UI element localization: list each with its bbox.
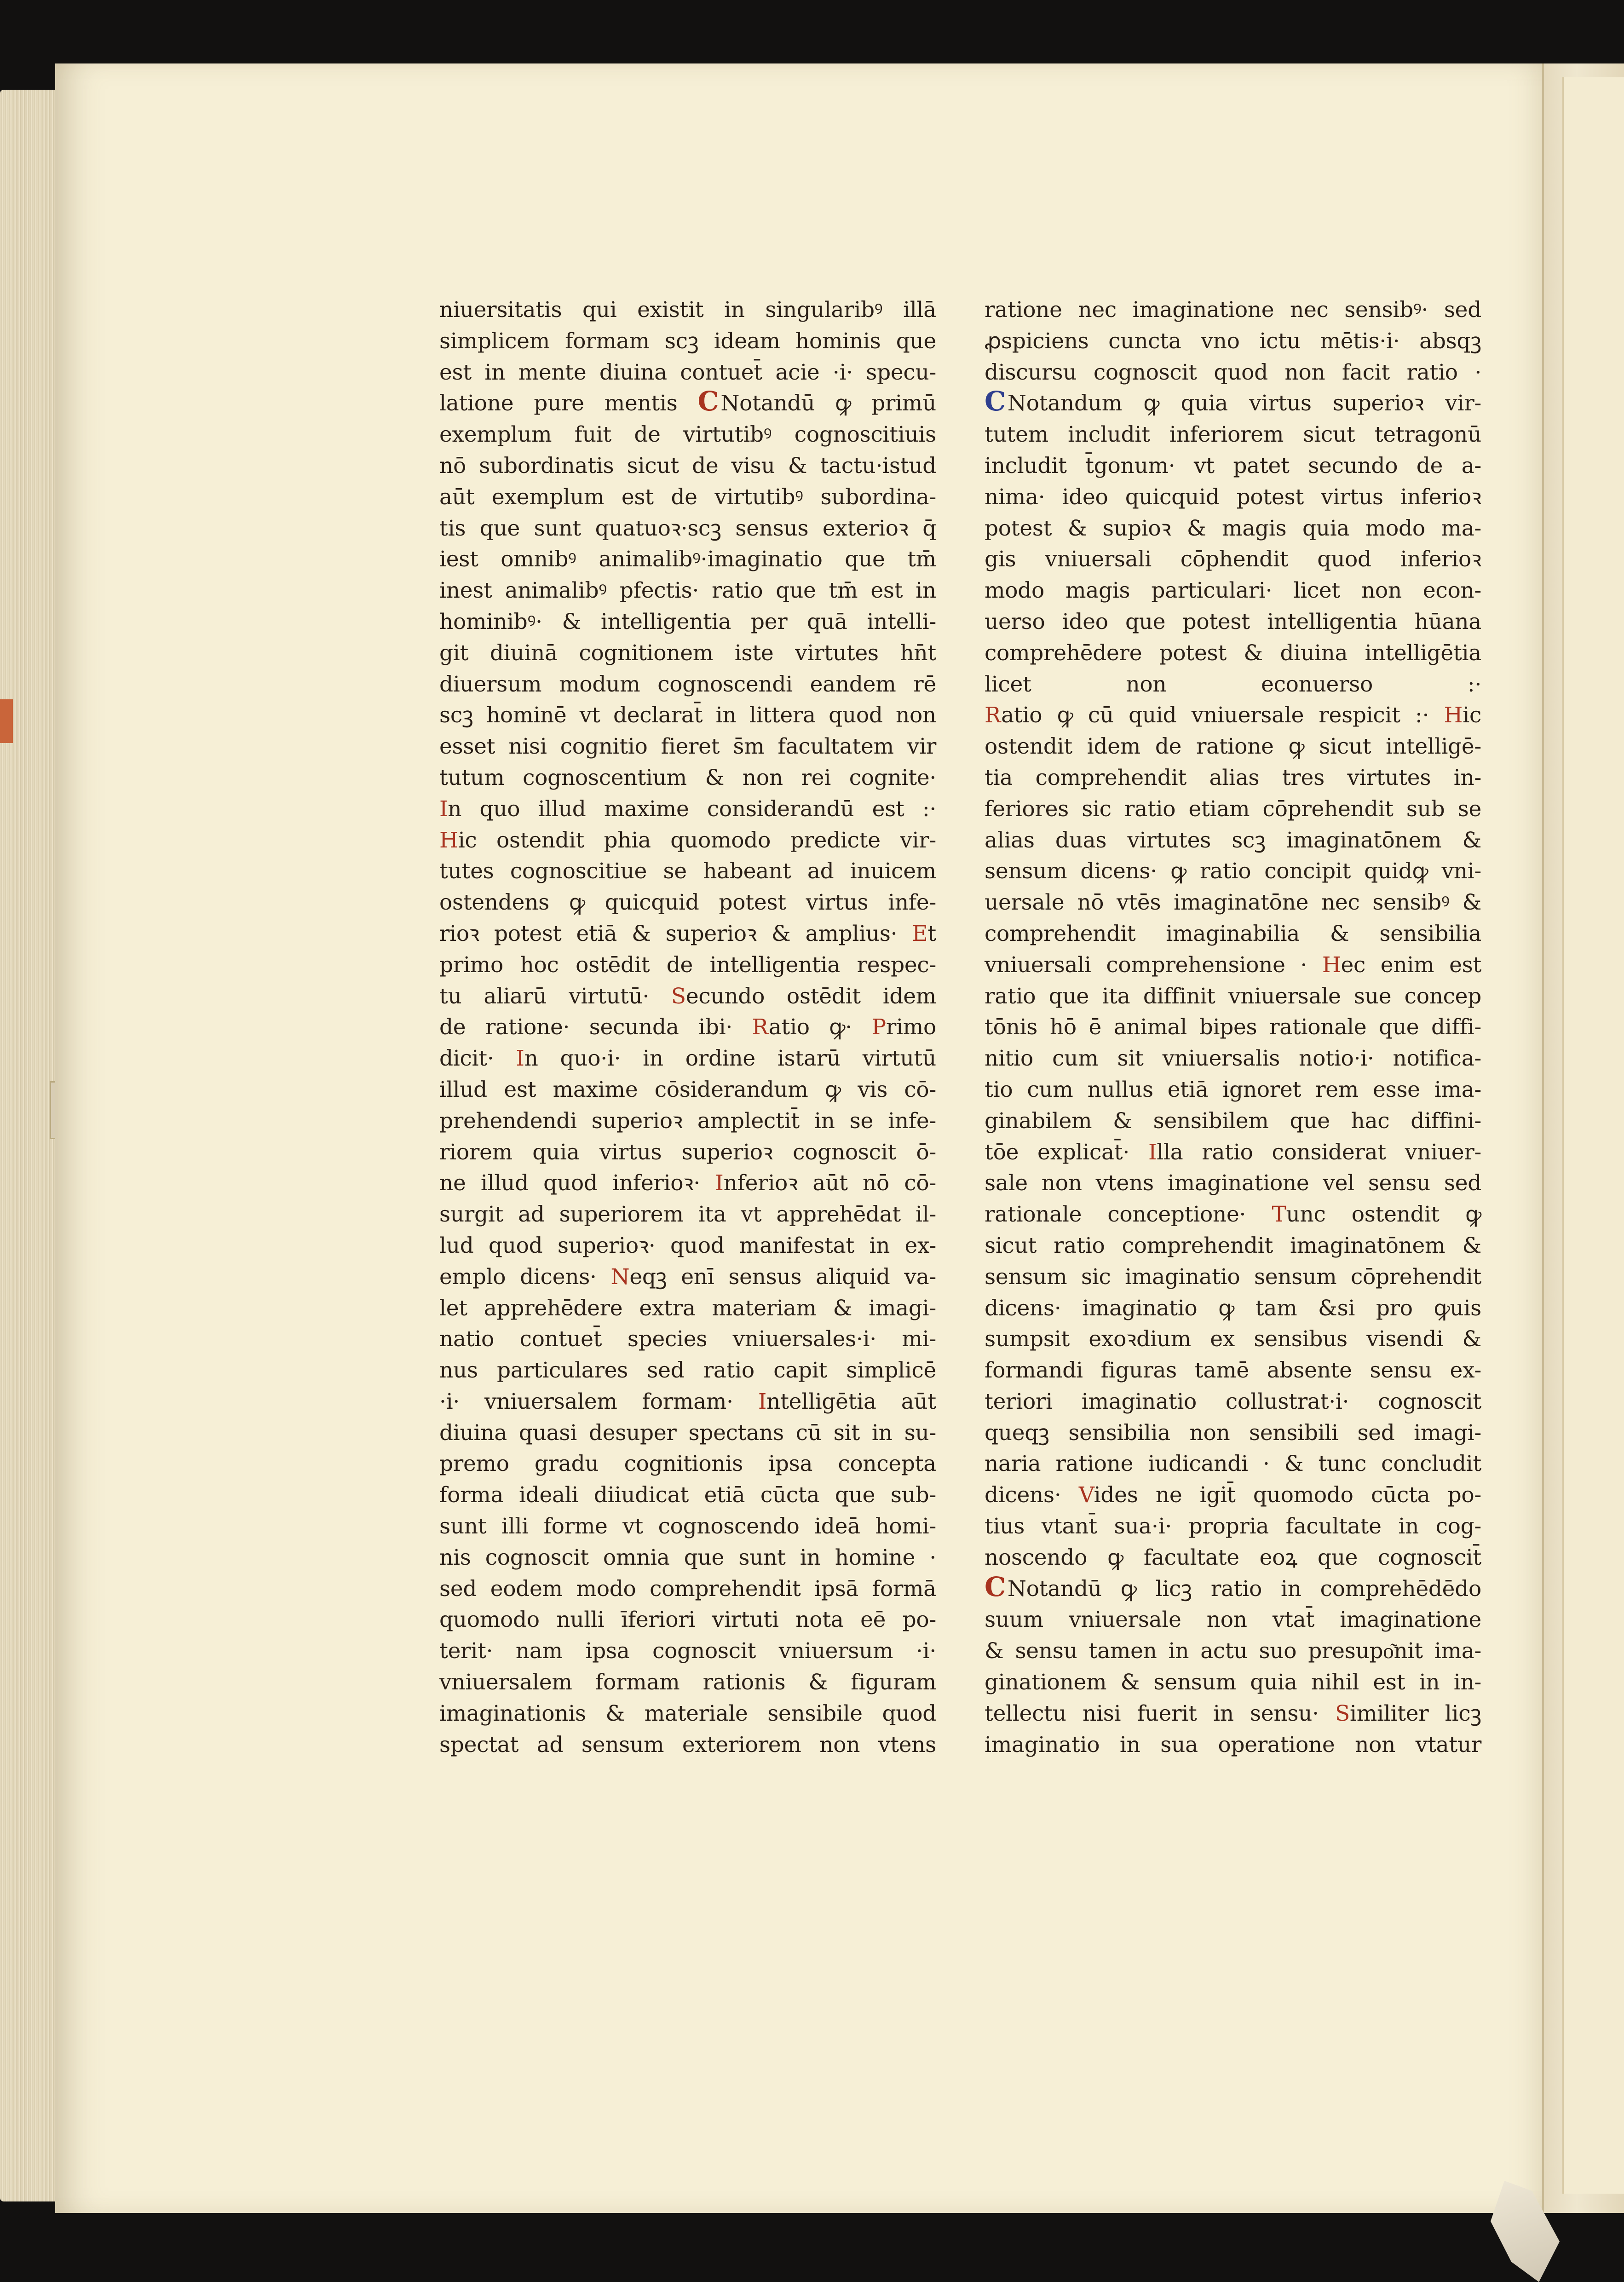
- rubricated-letter: R: [985, 703, 1002, 728]
- text-run: potest & supioꝛ & magis quia modo ma-: [985, 515, 1481, 541]
- text-run: ratio que ita diffinit vniuersale sue concep: [985, 983, 1481, 1009]
- text-run: tis que sunt quatuoꝛ·scꝫ sensus exterioꝛ q̄: [439, 515, 936, 541]
- text-run: Notandū ꝙ licꝫ ratio in comprehēdēdo: [1007, 1576, 1481, 1602]
- text-run: exemplum fuit de virtutibꝰ cognoscitiuis: [439, 422, 936, 448]
- text-line: [985, 700, 1481, 731]
- text-line: [439, 1262, 936, 1293]
- text-line: [985, 981, 1481, 1012]
- text-run: latione pure mentis: [439, 391, 698, 416]
- text-line: [985, 1262, 1481, 1293]
- paragraph-initial: C: [985, 386, 1006, 417]
- text-line: [439, 1573, 936, 1605]
- text-run: iest omnibꝰ animalibꝰ·imaginatio que tm̄: [439, 547, 936, 572]
- text-run: queqꝫ sensibilia non sensibili sed imagi-: [985, 1420, 1481, 1446]
- text-line: [985, 1324, 1481, 1355]
- text-run: & sensu tamen in actu suo presupo͂nit ima-: [985, 1638, 1481, 1664]
- text-run: dicens·: [985, 1482, 1079, 1508]
- text-line: [985, 950, 1481, 981]
- text-run: git diuinā cognitionem iste virtutes hn̄t: [439, 640, 936, 666]
- text-line: [985, 1636, 1481, 1667]
- text-line: [439, 1012, 936, 1043]
- text-run: spectat ad sensum exteriorem non vtens: [439, 1732, 936, 1758]
- text-run: comprehendit imaginabilia & sensibilia: [985, 921, 1481, 946]
- text-line: [439, 575, 936, 606]
- text-run: t: [927, 921, 936, 946]
- text-run: ginationem & sensum quia nihil est in in-: [985, 1670, 1481, 1695]
- text-run: nferioꝛ aūt nō cō-: [723, 1170, 936, 1196]
- text-run: includit t̄gonum· vt patet secundo de a-: [985, 453, 1481, 478]
- rubricated-letter: I: [516, 1046, 524, 1072]
- text-line: [985, 1137, 1481, 1168]
- text-line: [985, 1448, 1481, 1480]
- text-run: teriori imaginatio collustrat·i· cognoscit: [985, 1389, 1481, 1414]
- text-run: sed eodem modo comprehendit ipsā formā: [439, 1576, 936, 1602]
- text-run: dicens· imaginatio ꝙ tam &si pro ꝙuis: [985, 1295, 1481, 1321]
- rubricated-letter: H: [1444, 703, 1463, 728]
- text-line: [439, 544, 936, 575]
- rubricated-letter: T: [1272, 1202, 1286, 1227]
- text-line: [985, 794, 1481, 825]
- text-line: [439, 388, 936, 419]
- text-line: [985, 1480, 1481, 1511]
- paragraph-initial: C: [697, 386, 719, 417]
- text-line: [439, 450, 936, 482]
- text-line: [439, 1604, 936, 1636]
- text-run: terit· nam ipsa cognoscit vniuersum ·i·: [439, 1638, 936, 1664]
- text-run: tellectu nisi fuerit in sensu·: [985, 1700, 1336, 1726]
- text-run: ratione nec imaginatione nec sensibꝰ· sed: [985, 297, 1481, 323]
- text-line: [985, 294, 1481, 326]
- text-run: ntelligētia aūt: [766, 1389, 936, 1414]
- text-run: suum vniuersale non vtat̄ imaginatione: [985, 1607, 1481, 1633]
- text-line: [985, 1573, 1481, 1605]
- text-run: comprehēdere potest & diuina intelligētia: [985, 640, 1481, 666]
- text-line: [985, 419, 1481, 450]
- page-edges-right: [1542, 63, 1624, 2213]
- text-line: [985, 326, 1481, 357]
- text-run: discursu cognoscit quod non facit ratio ·: [985, 359, 1481, 385]
- text-line: [439, 762, 936, 794]
- text-line: [439, 1667, 936, 1698]
- text-run: nis cognoscit omnia que sunt in homine ·: [439, 1544, 936, 1570]
- page-edges-left: [0, 90, 60, 2201]
- text-line: [439, 326, 936, 357]
- text-line: [985, 482, 1481, 513]
- text-run: rioꝛ potest etiā & superioꝛ & amplius·: [439, 921, 912, 946]
- rubricated-letter: R: [752, 1014, 769, 1040]
- text-line: [985, 544, 1481, 575]
- text-line: [439, 1729, 936, 1761]
- text-line: [439, 482, 936, 513]
- text-line: [439, 1448, 936, 1480]
- text-run: primo hoc ostēdit de intelligentia respec-: [439, 952, 936, 978]
- text-run: tius vtant̄ sua·i· propria facultate in cog-: [985, 1514, 1481, 1539]
- text-run: de ratione· secunda ibi·: [439, 1014, 752, 1040]
- text-line: [439, 981, 936, 1012]
- text-run: simplicem formam scꝫ ideam hominis que: [439, 328, 936, 354]
- text-run: vniuersalem formam rationis & figuram: [439, 1670, 936, 1695]
- text-line: [439, 856, 936, 887]
- text-line: [985, 856, 1481, 887]
- text-line: [985, 606, 1481, 638]
- text-run: imiliter licꝫ: [1349, 1700, 1481, 1726]
- text-run: imaginationis & materiale sensibile quod: [439, 1700, 936, 1726]
- text-line: [985, 825, 1481, 856]
- text-line: [439, 1168, 936, 1199]
- text-run: est in mente diuina contuet̄ acie ·i· specu-: [439, 359, 936, 385]
- rubricated-letter: E: [912, 921, 928, 946]
- text-line: [439, 1355, 936, 1386]
- rubricated-letter: S: [671, 983, 686, 1009]
- rubricated-letter: H: [439, 827, 458, 853]
- text-run: dicit·: [439, 1046, 516, 1072]
- text-run: nitio cum sit vniuersalis notio·i· notifica-: [985, 1046, 1481, 1072]
- paragraph-initial: C: [985, 1571, 1006, 1602]
- text-run: ides ne igit̄ quomodo cūcta po-: [1094, 1482, 1481, 1508]
- text-run: ꝓspiciens cuncta vno ictu mētis·i· absqꝫ: [985, 328, 1481, 354]
- text-run: n quo illud maxime considerandū est :·: [448, 796, 936, 822]
- text-line: [985, 1355, 1481, 1386]
- text-line: [439, 638, 936, 669]
- text-line: [439, 1480, 936, 1511]
- text-line: [985, 388, 1481, 419]
- text-run: diuina quasi desuper spectans cū sit in su-: [439, 1420, 936, 1446]
- text-run: tia comprehendit alias tres virtutes in-: [985, 765, 1481, 790]
- text-line: [439, 606, 936, 638]
- text-line: [985, 1542, 1481, 1573]
- text-run: tōnis hō ē animal bipes rationale que diffi-: [985, 1014, 1481, 1040]
- text-run: quomodo nulli īferiori virtuti nota eē po-: [439, 1607, 936, 1633]
- text-line: [439, 1106, 936, 1137]
- ribbon-marker: [0, 699, 13, 743]
- text-line: [985, 1511, 1481, 1542]
- rubricated-letter: N: [610, 1264, 630, 1290]
- text-line: [985, 1667, 1481, 1698]
- text-line: [985, 1074, 1481, 1106]
- text-run: sensum sic imaginatio sensum cōprehendit: [985, 1264, 1481, 1290]
- text-line: [439, 1230, 936, 1262]
- text-line: [439, 1511, 936, 1542]
- rubricated-letter: V: [1078, 1482, 1094, 1508]
- text-run: ic ostendit phia quomodo predicte vir-: [458, 827, 936, 853]
- text-line: [439, 731, 936, 762]
- text-run: naria ratione iudicandi · & tunc concludit: [985, 1451, 1481, 1477]
- text-line: [985, 1698, 1481, 1729]
- text-run: ostendens ꝙ quicquid potest virtus infe-: [439, 890, 936, 916]
- text-run: alias duas virtutes scꝫ imaginatōnem &: [985, 827, 1481, 853]
- text-run: tutes cognoscitiue se habeant ad inuicem: [439, 859, 936, 884]
- text-line: [439, 1324, 936, 1355]
- text-run: gis vniuersali cōphendit quod inferioꝛ: [985, 547, 1481, 572]
- rubricated-letter: S: [1335, 1700, 1350, 1726]
- text-line: [985, 638, 1481, 669]
- text-line: [439, 1418, 936, 1449]
- text-line: [439, 794, 936, 825]
- text-line: [985, 1106, 1481, 1137]
- text-run: feriores sic ratio etiam cōprehendit sub se: [985, 796, 1481, 822]
- text-line: [985, 450, 1481, 482]
- text-line: [439, 918, 936, 950]
- text-run: riorem quia virtus superioꝛ cognoscit ō-: [439, 1139, 936, 1165]
- text-run: sensum dicens· ꝙ ratio concipit quidꝙ vni-: [985, 859, 1481, 884]
- text-run: let apprehēdere extra materiam & imagi-: [439, 1295, 936, 1321]
- text-run: forma ideali diiudicat etiā cūcta que sub-: [439, 1482, 936, 1508]
- text-run: ic: [1463, 703, 1481, 728]
- rubricated-letter: I: [715, 1170, 724, 1196]
- text-line: [439, 1386, 936, 1418]
- text-run: uerso ideo que potest intelligentia hūana: [985, 609, 1481, 634]
- text-run: tutum cognoscentium & non rei cognite·: [439, 765, 936, 790]
- text-run: formandi figuras tamē absente sensu ex-: [985, 1358, 1481, 1383]
- text-run: imaginatio in sua operatione non vtatur: [985, 1732, 1481, 1758]
- text-line: [439, 1043, 936, 1074]
- text-line: [985, 357, 1481, 388]
- text-run: diuersum modum cognoscendi eandem rē: [439, 671, 936, 697]
- text-line: [439, 1074, 936, 1106]
- text-run: tutem includit inferiorem sicut tetragonū: [985, 422, 1481, 448]
- text-run: premo gradu cognitionis ipsa concepta: [439, 1451, 936, 1477]
- text-run: illud est maxime cōsiderandum ꝙ vis cō-: [439, 1077, 936, 1102]
- text-column-left: [439, 294, 936, 1760]
- text-line: [985, 1043, 1481, 1074]
- text-line: [985, 1418, 1481, 1449]
- text-line: [439, 294, 936, 326]
- text-line: [985, 1230, 1481, 1262]
- text-run: sumpsit exoꝛdium ex sensibus visendi &: [985, 1326, 1481, 1352]
- text-column-right: [985, 294, 1481, 1760]
- text-run: n quo·i· in ordine istarū virtutū: [524, 1046, 936, 1072]
- text-run: prehendendi superioꝛ amplectit̄ in se infe-: [439, 1108, 936, 1134]
- text-run: nima· ideo quicquid potest virtus inferioꝛ: [985, 484, 1481, 510]
- text-run: ginabilem & sensibilem que hac diffini-: [985, 1108, 1481, 1134]
- text-line: [439, 513, 936, 544]
- text-line: [439, 950, 936, 981]
- text-run: sunt illi forme vt cognoscendo ideā homi-: [439, 1514, 936, 1539]
- text-line: [439, 1698, 936, 1729]
- text-line: [439, 1293, 936, 1324]
- text-run: scꝫ hominē vt declarat̄ in littera quod non: [439, 703, 936, 728]
- text-line: [985, 1199, 1481, 1230]
- text-run: hominibꝰ· & intelligentia per quā intelli-: [439, 609, 936, 634]
- text-run: licet non econuerso :·: [985, 671, 1481, 697]
- text-line: [439, 419, 936, 450]
- text-run: niuersitatis qui existit in singularibꝰ illā: [439, 297, 936, 323]
- text-run: Notandum ꝙ quia virtus superioꝛ vir-: [1007, 391, 1481, 416]
- text-line: [439, 1199, 936, 1230]
- text-run: ne illud quod inferioꝛ·: [439, 1170, 715, 1196]
- text-line: [439, 1137, 936, 1168]
- text-line: [439, 357, 936, 388]
- text-run: esset nisi cognitio fieret s̄m facultatem vir: [439, 734, 936, 760]
- text-line: [985, 762, 1481, 794]
- text-run: emplo dicens·: [439, 1264, 611, 1290]
- text-run: Notandū ꝙ primū: [720, 391, 936, 416]
- text-run: natio contuet̄ species vniuersales·i· mi-: [439, 1326, 936, 1352]
- text-line: [439, 825, 936, 856]
- text-run: vniuersali comprehensione ·: [985, 952, 1322, 978]
- text-line: [439, 1636, 936, 1667]
- text-run: atio ꝙ cū quid vniuersale respicit :·: [1001, 703, 1444, 728]
- text-line: [985, 1293, 1481, 1324]
- text-line: [439, 700, 936, 731]
- text-run: inest animalibꝰ pfectis· ratio que tm̄ est in: [439, 578, 936, 604]
- text-run: lud quod superioꝛ· quod manifestat in ex-: [439, 1233, 936, 1258]
- facing-page-edge: [1562, 77, 1624, 2194]
- text-run: atio ꝙ·: [768, 1014, 872, 1040]
- text-line: [985, 1168, 1481, 1199]
- text-run: ostendit idem de ratione ꝙ sicut intelligē-: [985, 734, 1481, 760]
- text-run: nō subordinatis sicut de visu & tactu·istud: [439, 453, 936, 478]
- rubricated-letter: H: [1322, 952, 1341, 978]
- text-line: [439, 887, 936, 918]
- rubricated-letter: I: [758, 1389, 767, 1414]
- text-run: tu aliarū virtutū·: [439, 983, 671, 1009]
- text-run: sale non vtens imaginatione vel sensu sed: [985, 1170, 1481, 1196]
- text-run: ec enim est: [1341, 952, 1481, 978]
- text-run: sicut ratio comprehendit imaginatōnem &: [985, 1233, 1481, 1258]
- text-run: ·i· vniuersalem formam·: [439, 1389, 758, 1414]
- text-line: [985, 1386, 1481, 1418]
- text-line: [985, 669, 1481, 700]
- text-run: rimo: [886, 1014, 936, 1040]
- text-line: [985, 1012, 1481, 1043]
- text-run: ecundo ostēdit idem: [685, 983, 936, 1009]
- text-run: modo magis particulari· licet non econ-: [985, 578, 1481, 604]
- text-line: [985, 1729, 1481, 1761]
- rubricated-letter: I: [439, 796, 448, 822]
- text-run: aūt exemplum est de virtutibꝰ subordina-: [439, 484, 936, 510]
- rubricated-letter: I: [1148, 1139, 1157, 1165]
- text-run: noscendo ꝙ facultate eoꝝ que cognoscit̄: [985, 1544, 1481, 1570]
- rubricated-letter: P: [871, 1014, 886, 1040]
- text-run: rationale conceptione·: [985, 1202, 1272, 1227]
- text-line: [439, 1542, 936, 1573]
- text-line: [439, 669, 936, 700]
- text-run: lla ratio considerat vniuer-: [1157, 1139, 1481, 1165]
- text-line: [985, 887, 1481, 918]
- text-line: [985, 575, 1481, 606]
- text-run: uersale nō vtēs imaginatōne nec sensibꝰ &: [985, 890, 1481, 916]
- text-line: [985, 731, 1481, 762]
- text-run: tōe explicat̄·: [985, 1139, 1148, 1165]
- text-line: [985, 918, 1481, 950]
- text-run: eqꝫ enī sensus aliquid va-: [629, 1264, 936, 1290]
- text-line: [985, 1604, 1481, 1636]
- text-line: [985, 513, 1481, 544]
- text-run: tio cum nullus etiā ignoret rem esse ima-: [985, 1077, 1481, 1102]
- text-run: surgit ad superiorem ita vt apprehēdat il-: [439, 1202, 936, 1227]
- text-run: unc ostendit ꝙ: [1286, 1202, 1481, 1227]
- text-run: nus particulares sed ratio capit simplicē: [439, 1358, 936, 1383]
